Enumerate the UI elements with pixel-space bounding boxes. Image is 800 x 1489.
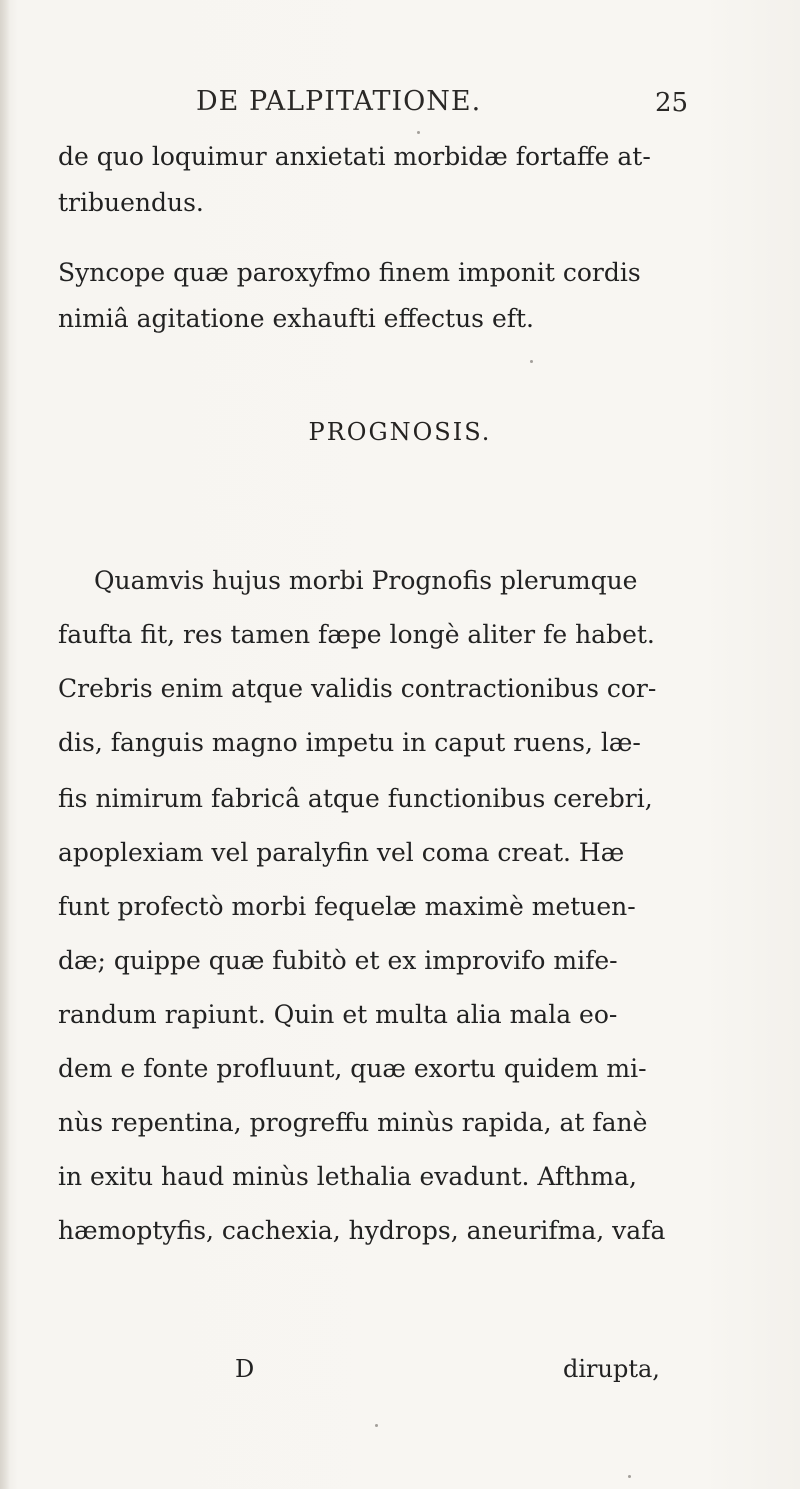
page-number: 25 [655, 88, 689, 118]
catchword: dirupta, [563, 1355, 660, 1383]
text-line: nùs repentina, progreffu minùs rapida, at fanè [58, 1108, 648, 1137]
paper-speck [417, 131, 420, 134]
text-line: dæ; quippe quæ fubitò et ex improvifo mife- [58, 946, 618, 975]
section-heading: PROGNOSIS. [308, 418, 492, 446]
text-line: de quo loquimur anxietati morbidæ fortaffe at- [58, 142, 651, 171]
paper-speck [628, 1475, 631, 1478]
text-line: apoplexiam vel paralyfin vel coma creat. Hæ [58, 838, 625, 867]
text-line: hæmoptyfis, cachexia, hydrops, aneurifma, vafa [58, 1216, 666, 1245]
text-line: dis, fanguis magno impetu in caput ruens, læ- [58, 728, 641, 757]
binding-edge [0, 0, 10, 1489]
text-line: funt profectò morbi fequelæ maximè metuen- [58, 892, 636, 921]
text-line: Quamvis hujus morbi Prognofis plerumque [94, 566, 638, 595]
text-line: randum rapiunt. Quin et multa alia mala eo- [58, 1000, 618, 1029]
paper-speck [375, 1424, 378, 1427]
text-line: faufta fit, res tamen fæpe longè aliter fe habet. [58, 620, 655, 649]
text-line: tribuendus. [58, 188, 204, 217]
text-line: nimiâ agitatione exhaufti effectus eft. [58, 304, 535, 333]
text-line: Crebris enim atque validis contractionibus cor- [58, 674, 657, 703]
paper-speck [530, 360, 533, 363]
running-head: DE PALPITATIONE. [196, 86, 482, 117]
text-line: in exitu haud minùs lethalia evadunt. Afthma, [58, 1162, 637, 1191]
text-line: dem e fonte profluunt, quæ exortu quidem mi- [58, 1054, 647, 1083]
text-line: Syncope quæ paroxyfmo finem imponit cordis [58, 258, 641, 287]
signature-mark: D [235, 1355, 255, 1383]
page-header [0, 86, 800, 126]
text-line: fis nimirum fabricâ atque functionibus cerebri, [58, 784, 653, 813]
